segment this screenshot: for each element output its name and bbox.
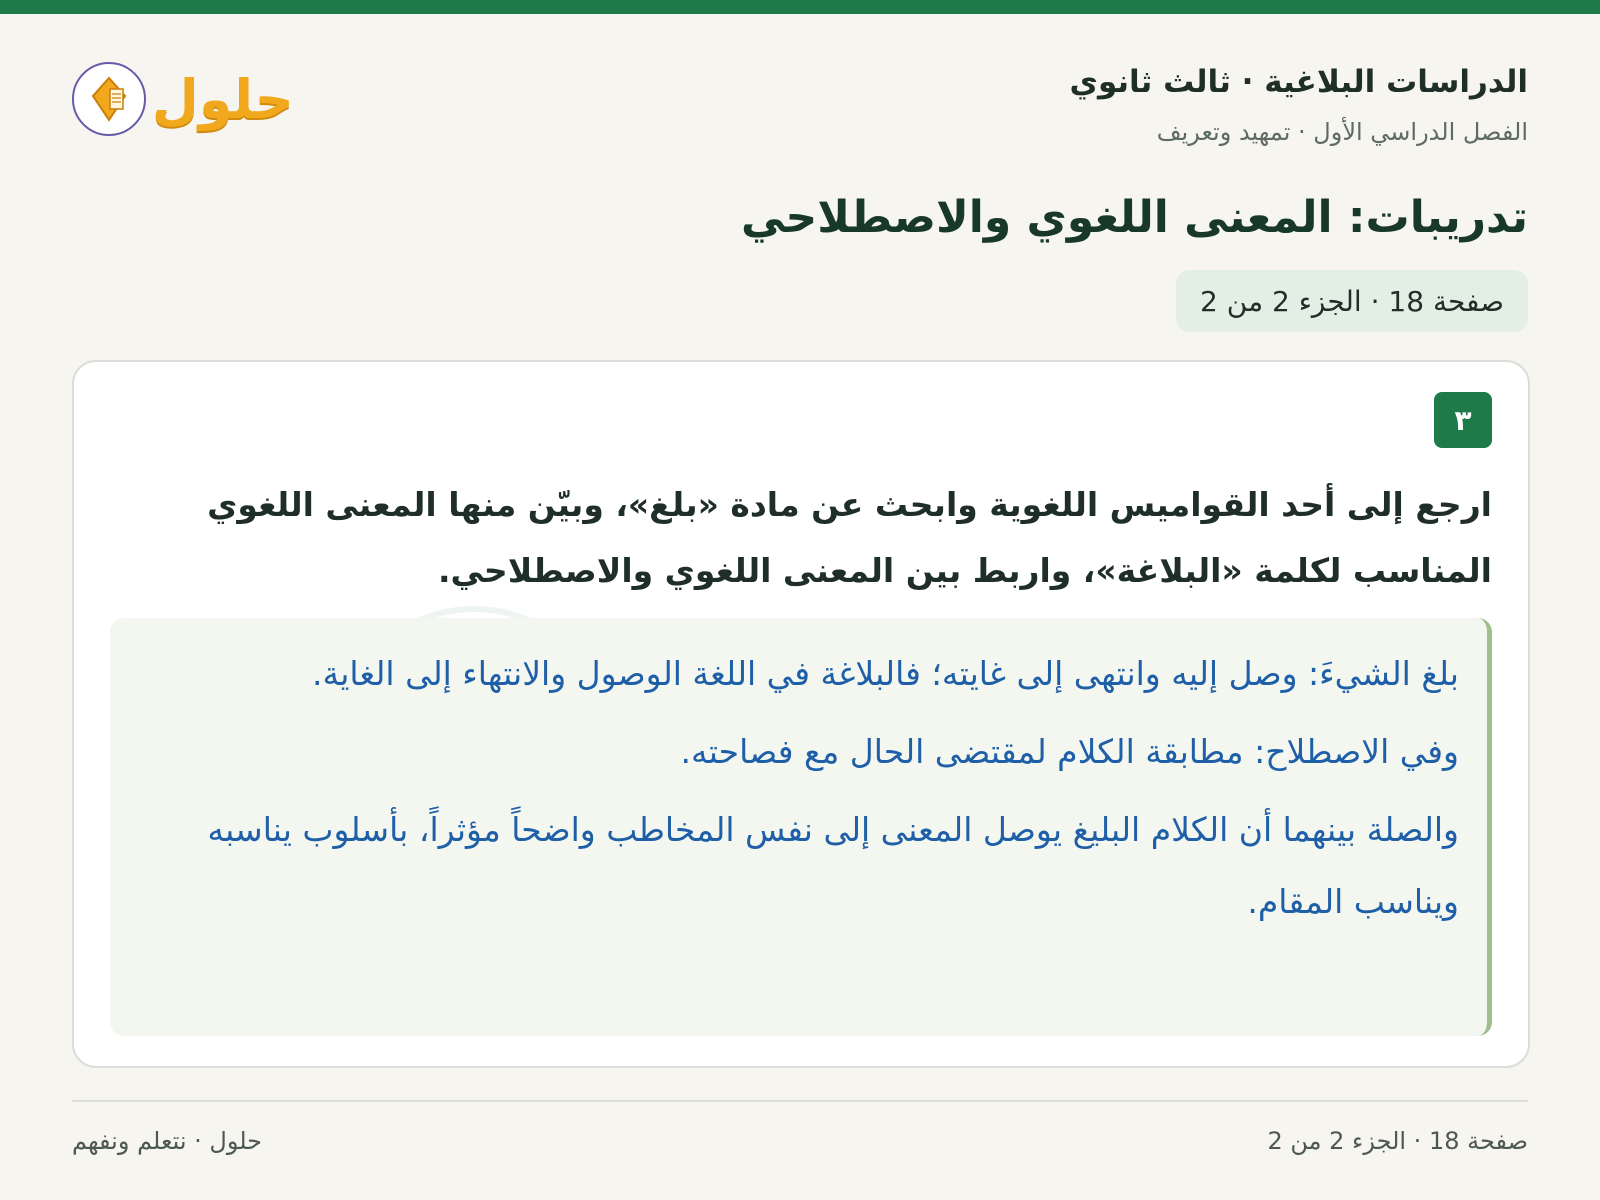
question-card [72,360,1530,1068]
top-accent-bar [0,0,1600,14]
logo-wordmark: حلول [152,67,294,131]
answer-paragraph: وفي الاصطلاح: مطابقة الكلام لمقتضى الحال مع فصاحته. [680,732,1459,771]
page-info-badge: صفحة 18 · الجزء 2 من 2 [1176,270,1528,332]
page-header [72,52,1528,162]
answer-paragraph: والصلة بينهما أن الكلام البليغ يوصل المعنى إلى نفس المخاطب واضحاً مؤثراً، بأسلوب يناسبه ويناسب المقام. [207,810,1459,921]
header-titles [1070,62,1528,148]
question-number-badge: ٣ [1434,392,1492,448]
footer-brand: حلول · نتعلم ونفهم [72,1127,262,1155]
answer-box [110,618,1492,1036]
footer-page-info: صفحة 18 · الجزء 2 من 2 [1267,1127,1528,1155]
lesson-title: تدريبات: المعنى اللغوي والاصطلاحي [741,192,1528,243]
question-text: ارجع إلى أحد القواميس اللغوية وابحث عن مادة «بلغ»، وبيّن منها المعنى اللغوي المناسب لكلمة «البلاغة»، واربط بين المعنى اللغوي والاصطلاحي. [207,485,1492,590]
answer-paragraph: بلغ الشيءَ: وصل إليه وانتهى إلى غايته؛ فالبلاغة في اللغة الوصول والانتهاء إلى الغاية. [312,654,1459,693]
footer-divider [72,1100,1528,1102]
semester-subtitle: الفصل الدراسي الأول · تمهيد وتعريف [1156,118,1528,146]
book-icon [72,62,146,136]
subject-title: الدراسات البلاغية · ثالث ثانوي [1069,64,1528,100]
brand-logo[interactable] [72,62,294,136]
